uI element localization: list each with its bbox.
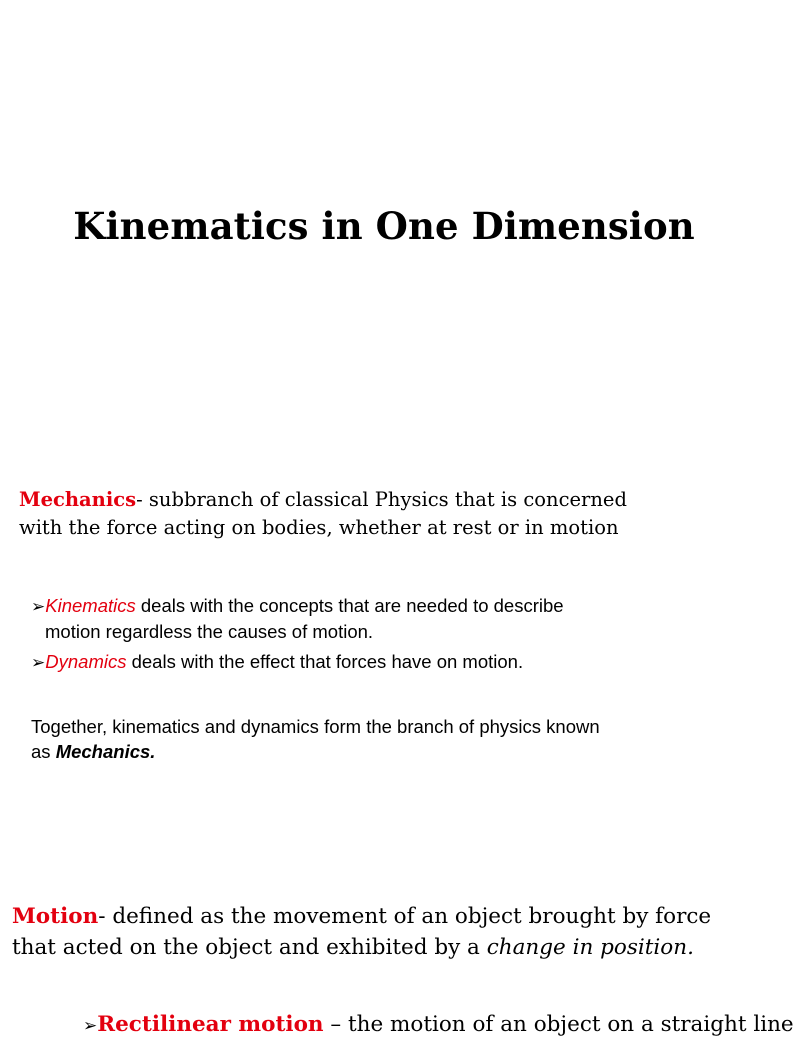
dynamics-term: Dynamics — [45, 651, 127, 672]
motion-definition-line2-italic: change in position. — [486, 935, 694, 960]
rectilinear-motion-text: – the motion of an object on a straight line — [323, 1012, 794, 1037]
summary-line2-prefix: as — [31, 741, 56, 762]
arrow-bullet-icon: ➢ — [31, 597, 46, 616]
arrow-bullet-icon: ➢ — [83, 1016, 98, 1036]
kinematics-text-line1: deals with the concepts that are needed to describe — [135, 595, 564, 616]
mechanics-definition-line2: with the force acting on bodies, whether at rest or in motion — [19, 516, 619, 539]
motion-definition-line1: - defined as the movement of an object brought by force — [98, 904, 712, 929]
mechanics-summary — [31, 714, 600, 764]
page-title: Kinematics in One Dimension — [73, 204, 695, 248]
mechanics-definition — [19, 486, 627, 542]
motion-definition — [12, 901, 711, 963]
dynamics-text-line1: deals with the effect that forces have on motion. — [126, 651, 524, 672]
bullet-kinematics — [31, 593, 564, 644]
mechanics-definition-line1: - subbranch of classical Physics that is concerned — [136, 488, 627, 511]
summary-line1: Together, kinematics and dynamics form the branch of physics known — [31, 716, 600, 737]
mechanics-term: Mechanics — [19, 488, 137, 511]
motion-term: Motion — [12, 904, 99, 929]
rectilinear-motion-term: Rectilinear motion — [97, 1012, 324, 1037]
bullet-dynamics — [31, 649, 523, 675]
bullet-rectilinear-motion — [83, 1012, 794, 1039]
kinematics-term: Kinematics — [45, 595, 136, 616]
motion-definition-line2-prefix: that acted on the object and exhibited by a — [12, 935, 487, 960]
summary-mechanics-term: Mechanics. — [55, 741, 156, 762]
kinematics-text-line2: motion regardless the causes of motion. — [45, 621, 374, 642]
arrow-bullet-icon: ➢ — [31, 653, 46, 672]
